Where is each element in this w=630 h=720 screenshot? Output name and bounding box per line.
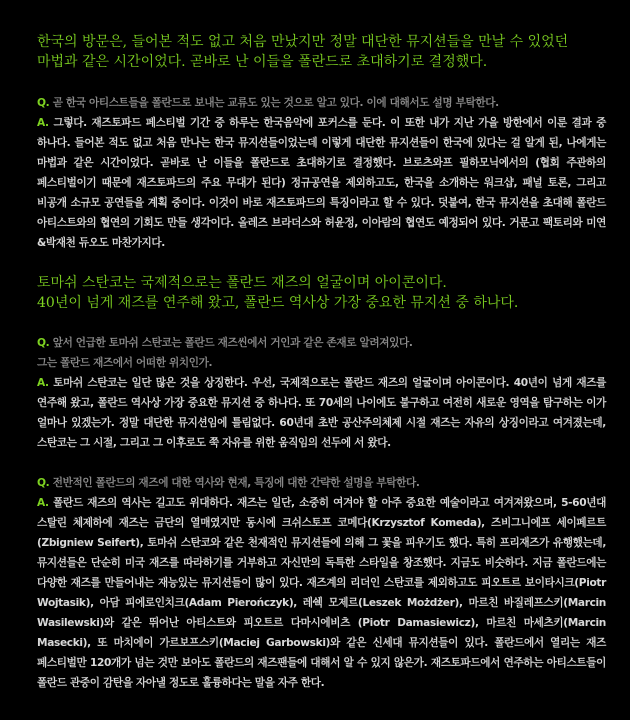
- question-2-line-2: 그는 폴란드 재즈에서 어떠한 위치인가.: [37, 357, 213, 369]
- answer-3: [37, 493, 606, 693]
- pull-quote-1: [37, 32, 606, 72]
- pull-quote-1-line-1: 한국의 방문은, 들어본 적도 없고 처음 만났지만 정말 대단한 뮤지션들을 만날 수 있었던: [37, 34, 569, 50]
- question-marker: Q.: [37, 337, 50, 349]
- qa-block-2: [37, 333, 606, 453]
- pull-quote-2-line-1: 토마쉬 스탄코는 국제적으로는 폴란드 재즈의 얼굴이며 아이콘이다.: [37, 275, 447, 291]
- answer-3-text: 폴란드 재즈의 역사는 길고도 위대하다. 재즈는 일단, 소중히 여겨야 할 아주 중요한 예술이라고 여겨져왔으며, 5-60년대 스탈린 체제하에 재즈는 금단의 열매였지만 동시에 크쉬스토프 코메다(Krzysztof Komeda), 즈비그니에프 세이페르트(Zbigniew Seifert), 토마쉬 스탄코와 같은 천재적인 뮤지션들에 의해 그 꽃을 피우기도 했다. 특히 프리재즈가 유행했는데, 뮤지션들은 단순히 미국 재즈를 따라하기를 거부하고 자신만의 독특한 스타일을 창조했다. 지금도 비슷하다. 지금 폴란드에는 다양한 재즈를 만들어내는 재능있는 뮤지션들이 많이 있다. 재즈계의 리더인 스탄코를 제외하고도 피오트르 보이타시크(Piotr Wojtasik), 아담 피에로인치크(Adam Pierończyk), 레쉑 모제르(Leszek Możdżer), 마르친 바질레프스키(Marcin Wasilewski)와 같은 뛰어난 아티스트와 피오트르 다마시에비츠 (Piotr Damasiewicz), 마르친 마세츠키(Marcin Masecki), 또 마치에이 가르보프스키(Maciej Garbowski)와 같은 신세대 뮤지션들이 있다. 폴란드에서 열리는 재즈 페스티벌만 120개가 넘는 것만 보아도 폴란드의 재즈팬들에 대해서 알 수 있지 않은가. 재즈토파드에서 연주하는 아티스트들이 폴란드 관중이 감탄을 자아낼 정도로 훌륭하다는 말을 자주 한다.: [37, 497, 606, 689]
- question-1-text: 곧 한국 아티스트들을 폴란드로 보내는 교류도 있는 것으로 알고 있다. 이에 대해서도 설명 부탁한다.: [52, 97, 499, 109]
- pull-quote-2: [37, 273, 606, 313]
- question-2: [37, 333, 606, 353]
- answer-1-text: 그렇다. 재즈토파드 페스티벌 기간 중 하루는 한국음악에 포커스를 둔다. 이 또한 내가 지난 가을 방한에서 이룬 결과 중 하나다. 들어본 적도 없고 처음 만나는 한국 뮤지션들이었는데 이렇게 대단한 뮤지션들이 한국에 있다는 걸 알게 된, 나에게는 마법과 같은 시간이었다. 곧바로 난 이들을 폴란드로 초대하기로 결정했다. 브로츠와프 필하모닉에서의 (협회 주관하의 페스티벌이기 때문에 재즈토파드의 주요 무대가 된다) 정규공연을 제외하고도, 한국을 소개하는 워크샵, 패널 토론, 그리고 비공개 소규모 공연들을 계획 중이다. 이것이 바로 재즈토파드의 특징이라고 할 수 있다. 덧붙여, 한국 뮤지션을 초대해 폴란드 아티스트와의 협연의 기회도 만들 생각이다. 올레즈 브라더스와 허윤정, 이아람의 협연도 예정되어 있다. 거문고 팩토리와 미연&박재천 듀오도 마찬가지다.: [37, 117, 606, 249]
- answer-1: [37, 113, 606, 253]
- question-3-text: 전반적인 폴란드의 재즈에 대한 역사와 현재, 특징에 대한 간략한 설명을 부탁한다.: [52, 477, 420, 489]
- question-2-text: 앞서 언급한 토마쉬 스탄코는 폴란드 재즈씬에서 거인과 같은 존재로 알려져있다.: [52, 337, 413, 349]
- answer-2: [37, 373, 606, 453]
- answer-marker: A.: [37, 117, 49, 129]
- answer-marker: A.: [37, 497, 49, 509]
- question-marker: Q.: [37, 477, 50, 489]
- question-3: [37, 473, 606, 493]
- answer-2-text: 토마쉬 스탄코는 일단 많은 것을 상징한다. 우선, 국제적으로는 폴란드 재즈의 얼굴이며 아이콘이다. 40년이 넘게 재즈를 연주해 왔고, 폴란드 역사상 가장 중요한 뮤지션 중 하나다. 또 70세의 나이에도 불구하고 여전히 새로운 영역을 탐구하는 이가 얼마나 있겠는가. 정말 대단한 뮤지션임에 틀림없다. 60년대 초반 공산주의체제 시절 재즈는 자유의 상징이라고 여겨졌는데, 스탄코는 그 시절, 그리고 그 이후로도 쭉 자유를 위한 움직임의 선두에 서 왔다.: [37, 377, 606, 449]
- answer-marker: A.: [37, 377, 49, 389]
- pull-quote-1-line-2: 마법과 같은 시간이었다. 곧바로 난 이들을 폴란드로 초대하기로 결정했다.: [37, 54, 488, 70]
- question-marker: Q.: [37, 97, 50, 109]
- qa-block-1: [37, 93, 606, 253]
- qa-block-3: [37, 473, 606, 693]
- pull-quote-2-line-2: 40년이 넘게 재즈를 연주해 왔고, 폴란드 역사상 가장 중요한 뮤지션 중 하나다.: [37, 295, 519, 311]
- question-1: [37, 93, 606, 113]
